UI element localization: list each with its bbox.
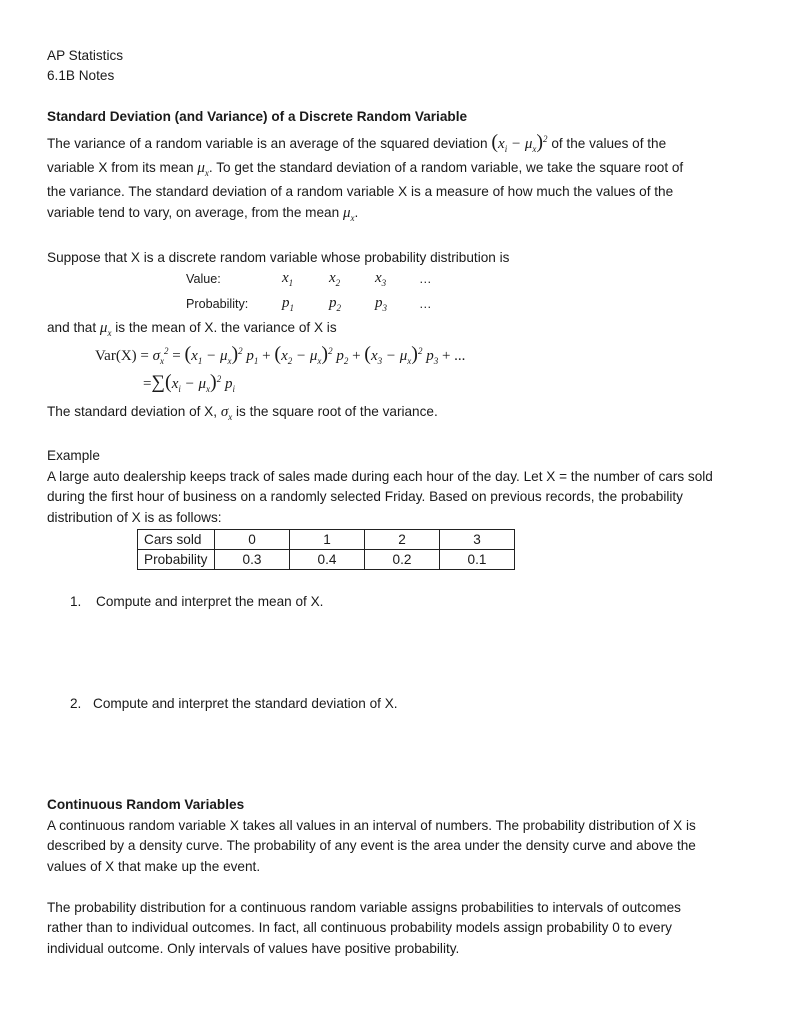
- table-cell: Cars sold: [138, 530, 215, 550]
- table-row: [138, 550, 515, 570]
- table-cell: 2: [365, 530, 440, 550]
- paragraph-line: The probability distribution for a continuous random variable assigns probabilities to intervals of outcomes: [47, 900, 681, 915]
- question-number: 1.: [70, 594, 82, 609]
- table-row: [138, 530, 515, 550]
- p2-symbol: $p_2$: [329, 295, 341, 313]
- cars-sold-table: [137, 529, 515, 570]
- table-cell: 3: [440, 530, 515, 550]
- paragraph-line: A large auto dealership keeps track of sales made during each hour of the day. Let X = the number of cars sold: [47, 469, 713, 484]
- sigma-symbol: $\sigma_x$: [220, 404, 233, 422]
- paragraph-line: described by a density curve. The probability of any event is the area under the density curve and above the: [47, 838, 696, 853]
- paragraph-line: individual outcome. Only intervals of values have positive probability.: [47, 941, 460, 956]
- paragraph-line: rather than to individual outcomes. In fact, all continuous probability models assign probability 0 to every: [47, 920, 672, 935]
- section-heading-continuous: Continuous Random Variables: [47, 797, 245, 812]
- notes-title: 6.1B Notes: [47, 68, 115, 83]
- paragraph-line: the variance. The standard deviation of a random variable X is a measure of how much the values of the: [47, 184, 674, 199]
- sd-definition: The standard deviation of X, $\sigma_x$ is the square root of the variance.: [47, 404, 438, 422]
- variance-formula: $Var(X) = \sigma_x^2 = (x_1 - \mu_x)^2$ $p_1 + (x_2 - \mu_x)^2$ $p_2 + (x_3 - \mu_x)^2$ $p_3$ + ...: [95, 343, 466, 366]
- variance-sum-formula: $=\sum(x_i - \mu_x)^2$ $p_i$: [143, 371, 235, 394]
- ellipsis: …: [419, 297, 432, 311]
- probability-label: Probability:: [186, 297, 249, 311]
- table-cell: 0.1: [440, 550, 515, 570]
- generic-distribution: [0, 270, 791, 320]
- squared-deviation-expr: $(x_i - \mu_x)^2$: [491, 131, 548, 154]
- table-cell: 0: [215, 530, 290, 550]
- paragraph-line: during the first hour of business on a randomly selected Friday. Based on previous records, the probability: [47, 489, 683, 504]
- value-label: Value:: [186, 272, 221, 286]
- paragraph-line: A continuous random variable X takes all values in an interval of numbers. The probability distribution of X is: [47, 818, 696, 833]
- course-title: AP Statistics: [47, 48, 124, 63]
- table-cell: 0.4: [290, 550, 365, 570]
- table-cell: 0.2: [365, 550, 440, 570]
- mean-symbol: $\mu_x$: [197, 160, 209, 178]
- question-1: Compute and interpret the mean of X.: [96, 594, 324, 609]
- example-heading: Example: [47, 448, 100, 463]
- distribution-intro: Suppose that X is a discrete random variable whose probability distribution is: [47, 250, 510, 265]
- paragraph-line: values of X that make up the event.: [47, 859, 261, 874]
- x3-symbol: $x_3$: [375, 270, 387, 288]
- p3-symbol: $p_3$: [375, 295, 387, 313]
- paragraph-line: variable tend to vary, on average, from the mean $\mu_x$.: [47, 205, 359, 223]
- table-cell: 0.3: [215, 550, 290, 570]
- mean-symbol: $\mu_x$: [99, 320, 112, 338]
- table-cell: 1: [290, 530, 365, 550]
- paragraph-line: The variance of a random variable is an average of the squared deviation $(x_i - \mu_x)^2$ of the values of the: [47, 131, 667, 154]
- table-cell: Probability: [138, 550, 215, 570]
- section-heading-sd: Standard Deviation (and Variance) of a Discrete Random Variable: [47, 109, 468, 124]
- x1-symbol: $x_1$: [282, 270, 294, 288]
- x2-symbol: $x_2$: [329, 270, 341, 288]
- ellipsis: …: [419, 272, 432, 286]
- paragraph-line: distribution of X is as follows:: [47, 510, 222, 525]
- mean-symbol: $\mu_x$: [342, 205, 355, 223]
- mean-intro: and that $\mu_x$ is the mean of X. the variance of X is: [47, 320, 337, 338]
- question-2: Compute and interpret the standard deviation of X.: [93, 696, 398, 711]
- question-number: 2.: [70, 696, 82, 711]
- p1-symbol: $p_1$: [282, 295, 294, 313]
- paragraph-line: variable X from its mean $\mu_x$. To get the standard deviation of a random variable, we take the square root of: [47, 160, 684, 178]
